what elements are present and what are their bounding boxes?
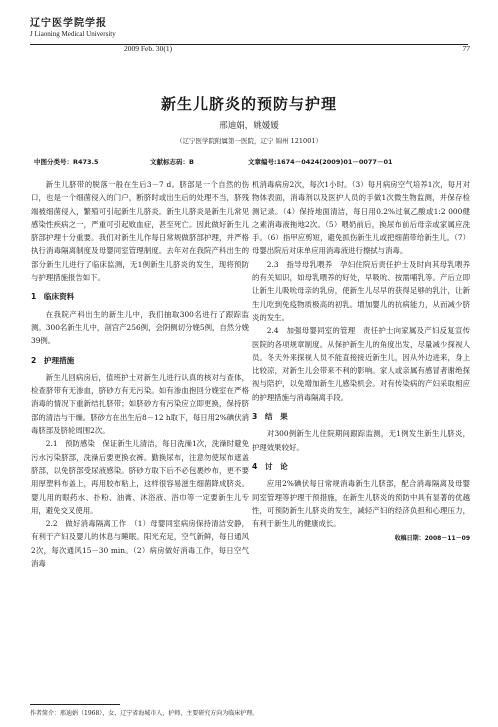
section-heading-1: 1 临床资料 bbox=[31, 292, 75, 302]
section-3-paragraph: 对300例新生儿住院期间跟踪监测，无1例发生新生儿脐炎，护理效果较好。 bbox=[252, 429, 470, 452]
section-2-paragraph: 新生儿回病房后，值班护士对新生儿进行认真的核对与查体，检查脐带有无渗血，脐砂方有无污染。如有渗血抱回分娩室在严格消毒的情况下重新结扎脐带；如脐砂方有污染应立即更换，保持脐部的清洁与干燥。脐砂方在出生后8－12 h取下，每日用2%碘伏消毒脐部及脐轮周围2次。 bbox=[31, 372, 249, 436]
section-heading-2: 2 护理措施 bbox=[31, 355, 75, 365]
article-affiliation: （辽宁医学院附属第一医院，辽宁 锦州 121001） bbox=[176, 137, 322, 145]
issue-info: 2009 Feb. 30(1) bbox=[124, 44, 173, 53]
running-header bbox=[30, 14, 470, 53]
intro-paragraph: 新生儿脐带的脱落一般在生后3－7 d。脐部是一个自然的伤口，也是一个细菌侵入的门户，断脐时或出生后的处理不当，脐残端被细菌侵入，繁殖可引起新生儿脐炎。新生儿脐炎是新生儿常见感染性疾病之一，严重可引起败血症，甚至死亡。因此做好新生儿脐部护理十分重要。我们对新生儿作每日常规做脐部护理，并严格执行消毒隔离制度及母婴同室管理制度。去年对在我院产科出生的部分新生儿进行了临床监测，无1例新生儿脐炎的发生，现将预防与护理措施报告如下。 bbox=[31, 180, 249, 283]
received-date: 收稿日期：2008－11－09 bbox=[394, 535, 470, 543]
right-column bbox=[252, 178, 470, 546]
article-title: 新生儿脐炎的预防与护理 bbox=[160, 95, 337, 113]
section-heading-3: 3 结 果 bbox=[252, 412, 288, 422]
subsection-2-1: 2.1 预防感染 保证新生儿清洁，每日洗澡1次，洗澡时避免污水污染脐部，洗澡后要更换衣裤。勤换尿布，注意勿使尿布遮盖脐部，以免脐部受尿液感染。脐砂方取下后不必包裹纱布，更不要用厚塑料布盖上，再用胶布粘上，这样很容易滋生细菌降成脐炎。婴儿用的眼药水、扑粉、油膏、沐浴液、浴巾等一定要新生儿专用，避免交叉使用。 bbox=[31, 439, 249, 515]
subsection-2-2-continued: 机消毒病房2次，每次1小时。（3）每月病房空气培养1次，每月对物体表面，消毒剂以及医护人员的手做1次微生物监测，并保存检测记录。（4）保持地面清洁，每日用0.2%过氧乙酸或1:2 000健之素消毒液拖地2次。（5）喂奶前后，换尿布前后母亲或家属应洗手。（6）指甲应剪短，避免抓伤新生儿或把细菌带给新生儿。（7）母婴出院后对床单应用消毒液进行擦拭与消毒。 bbox=[252, 180, 470, 256]
article-authors: 邢迪娟，姚媛媛 bbox=[219, 121, 279, 131]
journal-name-en: J Liaoning Medical University bbox=[30, 30, 116, 38]
left-column bbox=[31, 178, 249, 570]
footnote-rule bbox=[30, 704, 120, 705]
clc-number: 中图分类号：R473.5 bbox=[34, 158, 99, 166]
article-id: 文章编号:1674－0424(2009)01－0077－01 bbox=[248, 158, 393, 166]
section-4-paragraph: 应用2%碘伏每日常规消毒新生儿脐部，配合消毒隔离及母婴同室管理等护理干预措施，在新生儿脐炎的预防中具有显著的优越性，可预防新生儿脐炎的发生，减轻产妇的经济负担和心理压力，有利于新生儿的健康成长。 bbox=[252, 479, 470, 529]
page-number: 77 bbox=[462, 44, 470, 53]
document-code: 文献标志码：B bbox=[150, 158, 194, 166]
subsection-2-3: 2.3 指导母乳喂养 孕妇住院后责任护士及时向其母乳喂养的有关知识，如母乳喂养的好处，早吸吮、按需哺乳等。产后立即让新生儿吸吮母亲的乳房，使新生儿尽早的获得足够的乳汁，让新生儿吃到免疫物质极高的初乳。增加婴儿的抗病能力，从而减少脐炎的发生。 bbox=[252, 259, 470, 322]
subsection-2-4: 2.4 加强母婴同室的管理 责任护士向家属及产妇反复宣传医院的各项规章制度。从保护新生儿的角度出发，尽量减少探视人员。冬天外来探视人员不能直接接近新生儿，因从外边进来，身上比较凉，对新生儿会带来不利的影响。家人或亲属有感冒者谢绝探视与陪护，以免增加新生儿感染机会。对有传染病的产妇采取相应的护理措施与消毒隔离手段。 bbox=[252, 326, 470, 402]
header-rule bbox=[30, 44, 468, 45]
subsection-2-2: 2.2 做好消毒隔离工作 （1）母婴同室病房保持清洁安静，有利于产妇及婴儿的休息与睡眠。阳光充足，空气新鲜，每日通风2次，每次通风15－30 min。（2）病房做好消毒工作，每日空气消毒 bbox=[31, 519, 249, 569]
section-heading-4: 4 讨 论 bbox=[252, 461, 288, 471]
journal-name-cn: 辽宁医学院学报 bbox=[30, 18, 107, 29]
section-1-paragraph: 在我院产科出生的新生儿中，我们抽取300名进行了跟踪监测。300名新生儿中，剖宫产256例，会阴侧切分娩5例，自然分娩39例。 bbox=[31, 309, 249, 346]
author-footnote: 作者简介：邢迪娟（1968），女，辽宁省海城市人，护师，主要研究方向为临床护理。 bbox=[30, 710, 259, 717]
